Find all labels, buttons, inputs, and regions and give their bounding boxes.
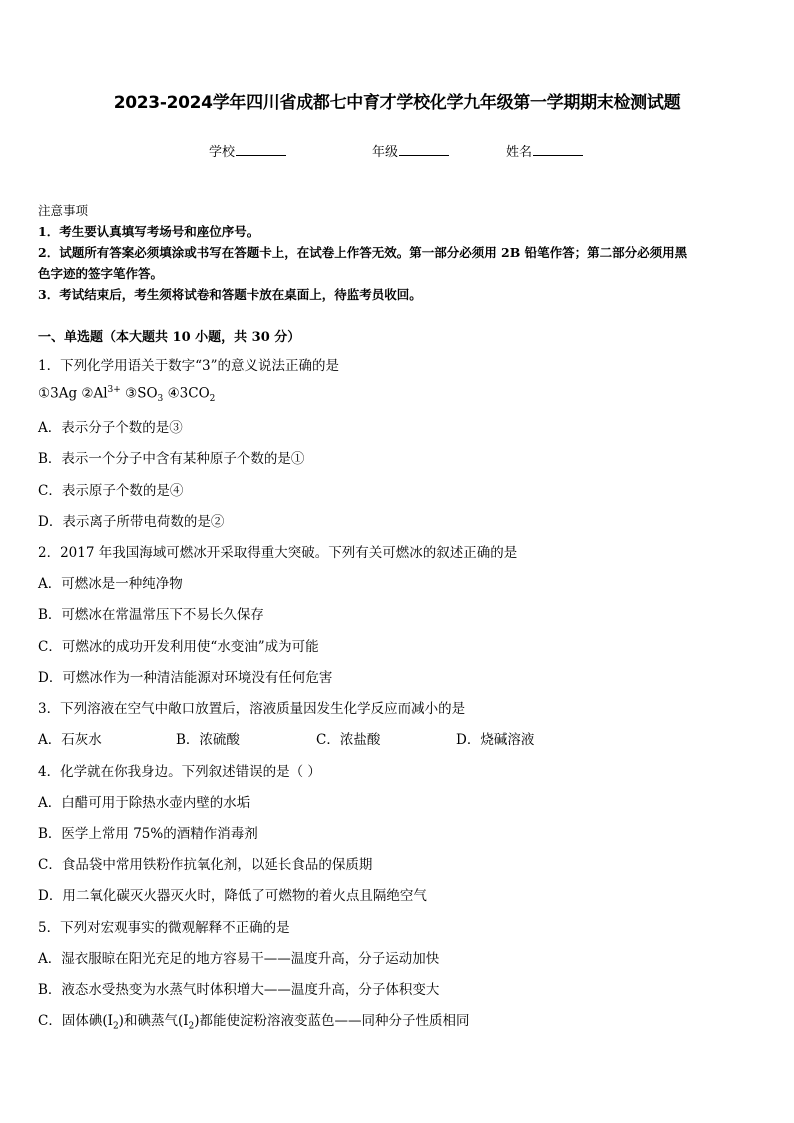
grade-label: 年级 [372, 145, 399, 160]
q1-option-c: C．表示原子个数的是④ [38, 483, 184, 499]
notice-item: 色字迹的签字笔作答。 [38, 266, 164, 281]
formula-sub: 2 [188, 1021, 195, 1032]
school-blank [236, 143, 286, 156]
q2-option-d: D．可燃冰作为一种清洁能源对环境没有任何危害 [38, 670, 333, 686]
q5-option-a: A．湿衣服晾在阳光充足的地方容易干——温度升高，分子运动加快 [38, 951, 440, 967]
q5-option-c [38, 1009, 470, 1032]
name-field [506, 141, 583, 160]
q2-stem: 2．2017 年我国海域可燃冰开采取得重大突破。下列有关可燃冰的叙述正确的是 [38, 545, 518, 561]
name-label: 姓名 [506, 145, 533, 160]
option-text: C．固体碘(I [38, 1013, 113, 1029]
page-title: 2023-2024学年四川省成都七中育才学校化学九年级第一学期期末检测试题 [113, 93, 681, 113]
notice-item: 1．考生要认真填写考场号和座位序号。 [38, 224, 260, 239]
formula-sub: 3 [157, 394, 164, 405]
school-field [209, 141, 286, 160]
q2-option-c: C．可燃冰的成功开发利用使“水变油”成为可能 [38, 639, 319, 655]
q4-stem: 4．化学就在你我身边。下列叙述错误的是（ ） [38, 764, 321, 780]
q1-option-a: A．表示分子个数的是③ [38, 420, 183, 436]
formula-text: ④3CO [163, 385, 210, 402]
formula-text: ①3Ag ②Al [38, 385, 108, 402]
q5-stem: 5．下列对宏观事实的微观解释不正确的是 [38, 920, 290, 936]
q1-option-d: D．表示离子所带电荷数的是② [38, 514, 225, 530]
notice-heading: 注意事项 [38, 203, 89, 218]
q3-option-a: A．石灰水 [38, 732, 102, 748]
name-blank [533, 143, 583, 156]
notice-item: 2．试题所有答案必须填涂或书写在答题卡上，在试卷上作答无效。第一部分必须用 2B 铅笔作答；第二部分必须用黑 [38, 245, 688, 260]
option-text: )和碘蒸气(I [118, 1013, 189, 1029]
q4-option-c: C．食品袋中常用铁粉作抗氧化剂，以延长食品的保质期 [38, 857, 373, 873]
school-label: 学校 [209, 145, 236, 160]
notice-block [38, 200, 760, 305]
q4-option-a: A．白醋可用于除热水壶内壁的水垢 [38, 795, 251, 811]
q3-stem: 3．下列溶液在空气中敞口放置后，溶液质量因发生化学反应而减小的是 [38, 701, 466, 717]
q2-option-a: A．可燃冰是一种纯净物 [38, 576, 183, 592]
q4-option-d: D．用二氧化碳灭火器灭火时，降低了可燃物的着火点且隔绝空气 [38, 888, 427, 904]
formula-sup: 3+ [107, 385, 121, 395]
grade-blank [399, 143, 449, 156]
q1-formula [38, 385, 215, 404]
q1-stem: 1．下列化学用语关于数字“3”的意义说法正确的是 [38, 358, 339, 374]
q3-option-c: C．浓盐酸 [316, 732, 381, 748]
q5-option-b: B．液态水受热变为水蒸气时体积增大——温度升高，分子体积变大 [38, 982, 440, 998]
formula-text: ③SO [120, 385, 158, 402]
grade-field [372, 141, 449, 160]
formula-sub: 2 [209, 394, 216, 405]
notice-item: 3．考试结束后，考生须将试卷和答题卡放在桌面上，待监考员收回。 [38, 287, 422, 302]
q2-option-b: B．可燃冰在常温常压下不易长久保存 [38, 607, 264, 623]
q1-option-b: B．表示一个分子中含有某种原子个数的是① [38, 451, 305, 467]
formula-sub: 2 [112, 1021, 119, 1032]
q3-option-d: D．烧碱溶液 [456, 732, 535, 748]
option-text: )都能使淀粉溶液变蓝色——同种分子性质相同 [194, 1013, 470, 1029]
q4-option-b: B．医学上常用 75%的酒精作消毒剂 [38, 826, 258, 842]
section-heading: 一、单选题（本大题共 10 小题，共 30 分） [38, 330, 301, 345]
q3-option-b: B．浓硫酸 [176, 732, 240, 748]
